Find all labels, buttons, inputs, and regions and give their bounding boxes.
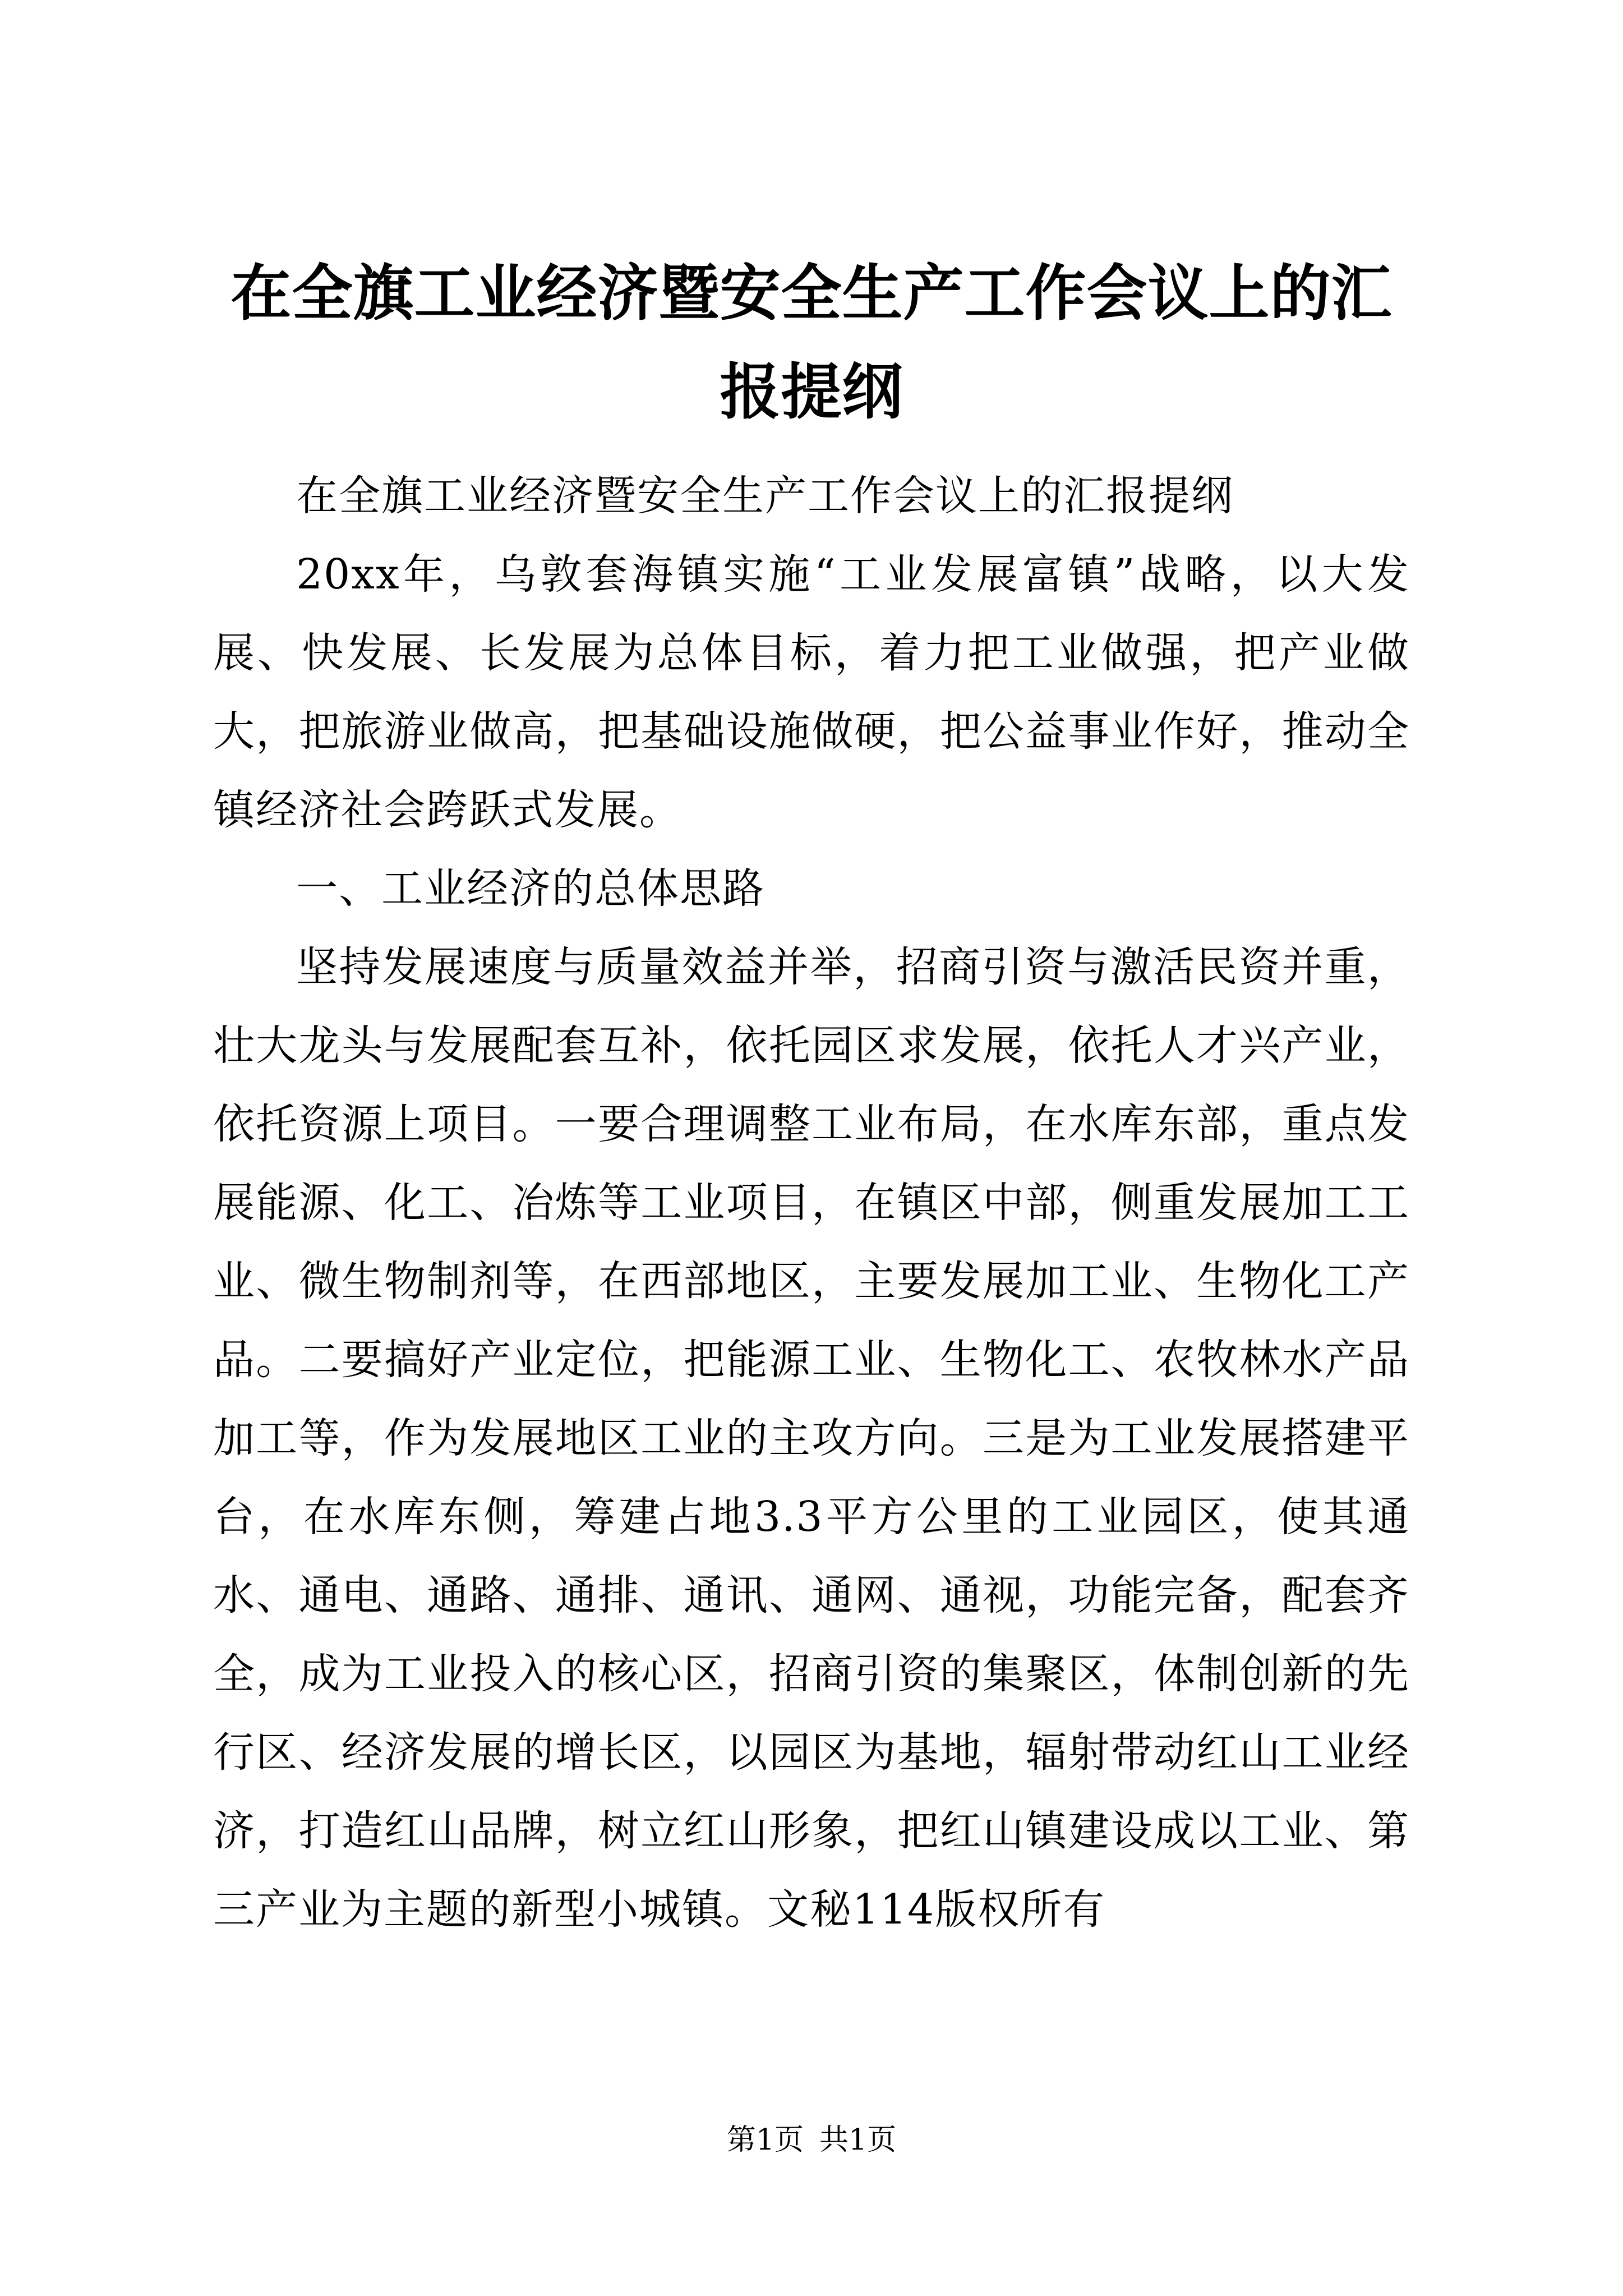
document-body [213,457,1410,1949]
page-footer [0,2120,1623,2160]
page-number: 第1页 [726,2123,804,2157]
paragraph-main: 坚持发展速度与质量效益并举，招商引资与激活民资并重，壮大龙头与发展配套互补，依托园区求发展，依托人才兴产业，依托资源上项目。一要合理调整工业布局，在水库东部，重点发展能源、化工、冶炼等工业项目，在镇区中部，侧重发展加工工业、微生物制剂等，在西部地区，主要发展加工业、生物化工产品。二要搞好产业定位，把能源工业、生物化工、农牧林水产品加工等，作为发展地区工业的主攻方向。三是为工业发展搭建平台，在水库东侧，筹建占地3.3平方公里的工业园区，使其通水、通电、通路、通排、通讯、通网、通视，功能完备，配套齐全，成为工业投入的核心区，招商引资的集聚区，体制创新的先行区、经济发展的增长区，以园区为基地，辐射带动红山工业经济，打造红山品牌，树立红山形象，把红山镇建设成以工业、第三产业为主题的新型小城镇。文秘114版权所有 [213,943,1410,1934]
page-total: 共1页 [819,2123,897,2157]
paragraph-intro: 20xx年，乌敦套海镇实施“工业发展富镇”战略，以大发展、快发展、长发展为总体目标，着力把工业做强，把产业做大，把旅游业做高，把基础设施做硬，把公益事业作好，推动全镇经济社会跨跃式发展。 [213,550,1410,834]
paragraph-heading-repeat: 在全旗工业经济暨安全生产工作会议上的汇报提纲 [296,472,1234,520]
section-heading: 一、工业经济的总体思路 [296,864,765,913]
document-title: 在全旗工业经济暨安全生产工作会议上的汇报提纲 [230,258,1393,427]
